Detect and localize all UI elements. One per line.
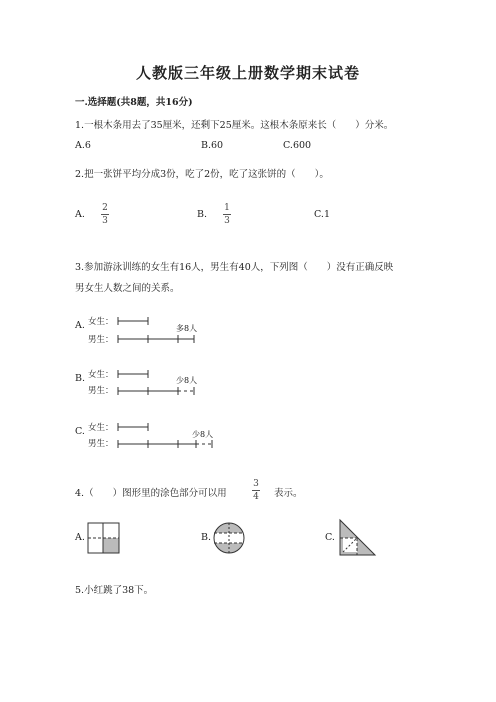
q2-option-c: C.1 <box>314 209 330 220</box>
q3-option-c-note: 少8人 <box>192 430 214 439</box>
question-4-suffix: 表示。 <box>274 488 303 499</box>
q1-option-b: B.60 <box>201 140 224 151</box>
q3-option-b-girl-label: 女生： <box>88 370 114 380</box>
q4-option-a-label: A. <box>75 532 85 543</box>
fraction-denominator: 3 <box>224 216 230 226</box>
question-4-prefix: 4.（ ）图形里的涂色部分可以用 <box>75 488 227 499</box>
fraction-denominator: 3 <box>102 216 108 226</box>
q3-option-a-note: 多8人 <box>176 324 198 333</box>
q3-option-a-girl-label: 女生： <box>88 317 114 327</box>
q3-option-c-girl-label: 女生： <box>88 423 114 433</box>
question-2: 2.把一张饼平均分成3份，吃了2份，吃了这张饼的（ ）。 <box>75 169 329 180</box>
q3-option-c-label: C. <box>75 426 85 437</box>
fraction-numerator: 2 <box>102 203 108 213</box>
q2-option-a-label: A. <box>75 209 85 220</box>
page-title: 人教版三年级上册数学期末试卷 <box>135 64 360 82</box>
q2-option-b-label: B. <box>197 209 208 220</box>
question-5: 5.小红跳了38下。 <box>75 585 154 596</box>
fraction-numerator: 1 <box>224 203 230 213</box>
question-1: 1.一根木条用去了35厘米，还剩下25厘米。这根木条原来长（ ）分米。 <box>75 120 394 131</box>
q1-option-a: A.6 <box>75 140 91 151</box>
q1-option-c: C.600 <box>283 140 312 151</box>
q3-option-b-label: B. <box>75 373 86 384</box>
question-3-line-1: 3.参加游泳训练的女生有16人，男生有40人，下列图（ ）没有正确反映 <box>75 262 394 273</box>
fraction-denominator: 4 <box>253 492 259 502</box>
q4-option-c-label: C. <box>325 532 335 543</box>
q4-option-b-label: B. <box>201 532 212 543</box>
section-heading: 一.选择题(共8题，共16分) <box>75 97 193 108</box>
question-3-line-2: 男女生人数之间的关系。 <box>75 283 180 294</box>
q3-option-b-boy-label: 男生： <box>88 386 114 396</box>
q3-option-b-note: 少8人 <box>176 376 198 385</box>
q3-option-a-boy-label: 男生： <box>88 335 114 345</box>
q3-option-a-label: A. <box>75 320 85 331</box>
fraction-numerator: 3 <box>253 479 259 489</box>
q3-option-c-boy-label: 男生： <box>88 439 114 449</box>
